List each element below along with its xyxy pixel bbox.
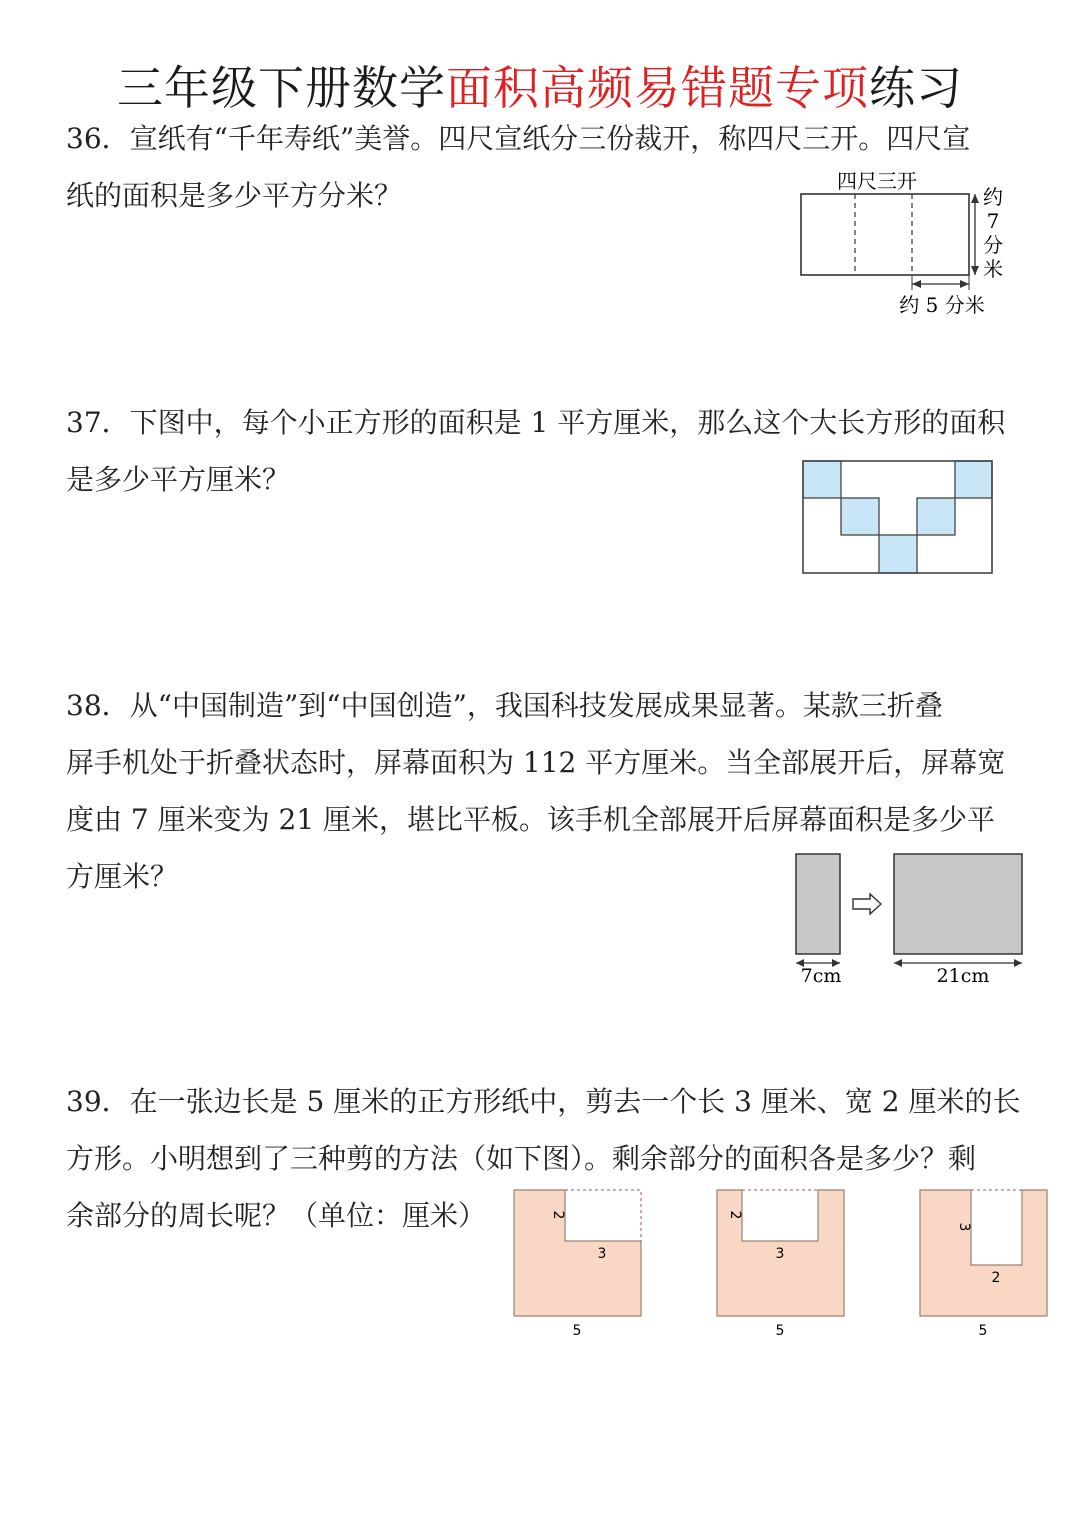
q37-cell-3 bbox=[879, 535, 917, 573]
q39-fig1-shape bbox=[514, 1190, 641, 1316]
q38-unfolded-screen bbox=[894, 854, 1022, 954]
q38-unfolded-arrow-l bbox=[894, 959, 902, 967]
q36-arrowhead-right bbox=[960, 280, 969, 288]
q39-line3: 余部分的周长呢？（单位：厘米） bbox=[66, 1199, 487, 1232]
q36-h-label-4: 米 bbox=[983, 257, 1003, 281]
q37-cell-1 bbox=[803, 461, 841, 498]
q39-fig3-cut: 2 bbox=[991, 1270, 1001, 1286]
q39-fig3-shape bbox=[920, 1190, 1047, 1316]
q38-line4: 方厘米？ bbox=[66, 860, 179, 893]
q39-fig1-cut-outline bbox=[565, 1190, 641, 1241]
q39-fig3-side: 3 bbox=[956, 1222, 972, 1232]
q36-arrowhead-down bbox=[971, 266, 979, 275]
q36-arrowhead-up bbox=[971, 194, 979, 203]
q38-folded-screen bbox=[796, 854, 840, 954]
q37-cell-4 bbox=[917, 498, 955, 535]
q39-fig2-bottom: 5 bbox=[775, 1323, 785, 1339]
q39-figure-2 bbox=[711, 1184, 851, 1349]
q37-cell-2 bbox=[841, 498, 879, 535]
q38-unfolded-arrow-r bbox=[1014, 959, 1022, 967]
q39-figure-3 bbox=[914, 1184, 1054, 1349]
q39-fig1-side: 2 bbox=[550, 1210, 566, 1220]
q38-arrow-icon bbox=[853, 894, 881, 914]
q36-line2: 纸的面积是多少平方分米？ bbox=[66, 179, 403, 212]
q36-h-label-2: 7 bbox=[986, 209, 1000, 233]
q36-fig-title: 四尺三开 bbox=[837, 169, 917, 193]
q38-figure bbox=[790, 848, 1030, 993]
q39-fig2-side: 2 bbox=[727, 1210, 743, 1220]
q37-line1: 37．下图中，每个小正方形的面积是 1 平方厘米，那么这个大长方形的面积 bbox=[66, 406, 1006, 439]
q36-figure bbox=[795, 160, 1025, 325]
q37-figure bbox=[800, 458, 996, 578]
title-black: 三年级下册数学 bbox=[117, 61, 446, 115]
q39-fig2-cut: 3 bbox=[775, 1246, 785, 1262]
q38-line1: 38．从“中国制造”到“中国创造”，我国科技发展成果显著。某款三折叠 bbox=[66, 689, 943, 722]
q36-h-label-3: 分 bbox=[983, 233, 1003, 257]
q39-fig3-bottom: 5 bbox=[978, 1323, 988, 1339]
q38-folded-width: 7cm bbox=[800, 965, 842, 987]
page-title bbox=[0, 52, 1080, 118]
q39-line2: 方形。小明想到了三种剪的方法（如下图）。剩余部分的面积各是多少？剩 bbox=[66, 1142, 977, 1175]
q36-arrowhead-left bbox=[912, 280, 921, 288]
q39-fig1-cut: 3 bbox=[597, 1246, 607, 1262]
q38-unfolded-width: 21cm bbox=[936, 965, 990, 987]
q36-width-label: 约 5 分米 bbox=[899, 293, 985, 317]
q39-fig1-bottom: 5 bbox=[572, 1323, 582, 1339]
q38-line3: 度由 7 厘米变为 21 厘米，堪比平板。该手机全部展开后屏幕面积是多少平 bbox=[66, 803, 996, 836]
q36-h-label-1: 约 bbox=[983, 185, 1003, 209]
q36-line1: 36．宣纸有“千年寿纸”美誉。四尺宣纸分三份裁开，称四尺三开。四尺宣 bbox=[66, 122, 971, 155]
q39-line1: 39．在一张边长是 5 厘米的正方形纸中，剪去一个长 3 厘米、宽 2 厘米的长 bbox=[66, 1085, 1021, 1118]
title-red: 面积高频易错题专项 bbox=[446, 61, 869, 115]
q37-cell-5 bbox=[955, 461, 992, 498]
q38-line2: 屏手机处于折叠状态时，屏幕面积为 112 平方厘米。当全部展开后，屏幕宽 bbox=[66, 746, 1006, 779]
q37-line2: 是多少平方厘米？ bbox=[66, 463, 291, 496]
q36-paper bbox=[801, 194, 969, 275]
title-tail: 练习 bbox=[869, 61, 963, 115]
q39-figure-1 bbox=[508, 1184, 648, 1349]
